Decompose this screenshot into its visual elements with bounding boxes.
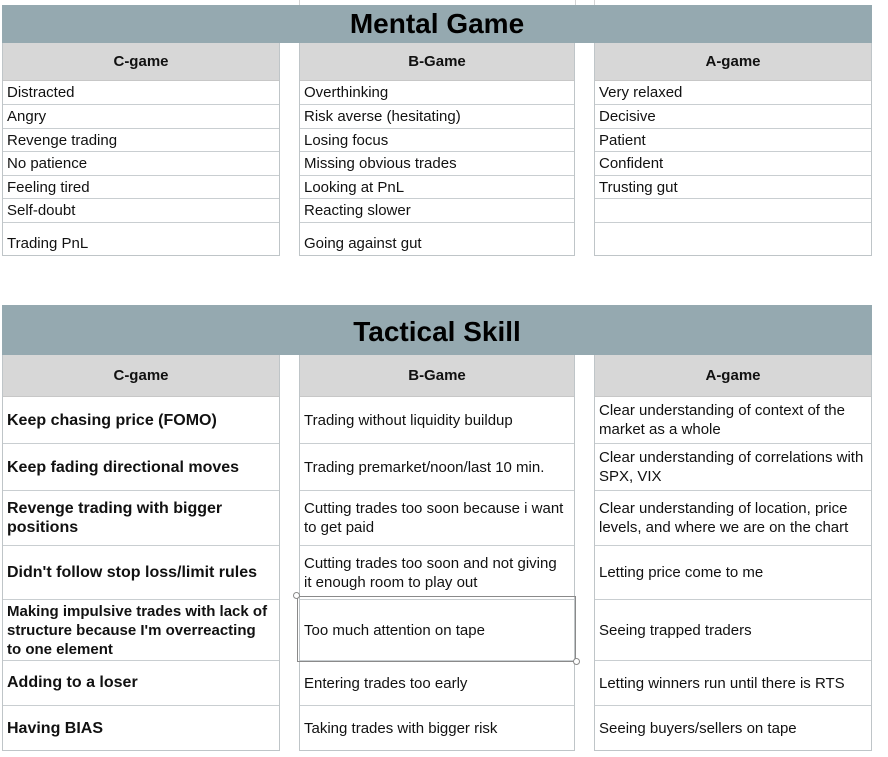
table-cell[interactable]: Letting winners run until there is RTS <box>595 661 871 706</box>
table-cell[interactable]: Adding to a loser <box>3 661 279 706</box>
table-cell[interactable]: Keep fading directional moves <box>3 444 279 491</box>
column-header: C-game <box>3 355 279 397</box>
table-cell[interactable]: Taking trades with bigger risk <box>304 719 498 737</box>
table-cell[interactable]: Decisive <box>595 105 871 129</box>
table-cell[interactable]: Self-doubt <box>3 199 279 223</box>
table-cell[interactable]: Didn't follow stop loss/limit rules <box>3 546 279 600</box>
table-cell[interactable]: Cutting trades too soon and not giving it enough room to play out <box>300 546 574 600</box>
mental-game-a-game-column <box>594 43 872 256</box>
table-cell[interactable]: Revenge trading <box>3 129 279 152</box>
column-header: B-Game <box>300 355 574 397</box>
table-cell[interactable]: Making impulsive trades with lack of structure because I'm overreacting to one element <box>3 600 279 661</box>
table-cell[interactable]: Seeing buyers/sellers on tape <box>599 719 797 737</box>
table-cell[interactable]: Losing focus <box>300 129 574 152</box>
table-cell[interactable]: Clear understanding of correlations with SPX, VIX <box>595 444 871 491</box>
table-cell[interactable]: Patient <box>595 129 871 152</box>
table-cell[interactable]: Entering trades too early <box>300 661 574 706</box>
column-header: B-Game <box>300 43 574 81</box>
table-cell[interactable]: Letting price come to me <box>595 546 871 600</box>
selection-resize-handle[interactable] <box>293 592 300 599</box>
section-title-mental-game: Mental Game <box>2 5 872 43</box>
table-cell[interactable]: Trading premarket/noon/last 10 min. <box>300 444 574 491</box>
table-cell[interactable]: Trusting gut <box>595 176 871 199</box>
column-header: A-game <box>595 43 871 81</box>
cell-selection-frame[interactable] <box>297 596 576 662</box>
table-cell[interactable]: Clear understanding of location, price levels, and where we are on the chart <box>595 491 871 546</box>
table-cell[interactable]: Trading without liquidity buildup <box>300 397 574 444</box>
tactical-skill-b-game-column <box>299 355 575 751</box>
tactical-skill-c-game-column <box>2 355 280 751</box>
table-cell[interactable]: Very relaxed <box>595 81 871 105</box>
mental-game-c-game-column <box>2 43 280 256</box>
table-cell[interactable]: Confident <box>595 152 871 176</box>
table-cell[interactable]: Overthinking <box>300 81 574 105</box>
table-cell[interactable]: Angry <box>3 105 279 129</box>
table-cell[interactable]: Revenge trading with bigger positions <box>3 491 279 546</box>
column-header: A-game <box>595 355 871 397</box>
table-cell[interactable]: Having BIAS <box>7 719 104 737</box>
table-cell[interactable]: Risk averse (hesitating) <box>300 105 574 129</box>
table-cell[interactable]: Keep chasing price (FOMO) <box>3 397 279 444</box>
table-cell[interactable]: No patience <box>3 152 279 176</box>
selection-resize-handle[interactable] <box>573 658 580 665</box>
table-cell[interactable]: Cutting trades too soon because i want to get paid <box>300 491 574 546</box>
table-cell[interactable]: Feeling tired <box>3 176 279 199</box>
table-cell[interactable]: Missing obvious trades <box>300 152 574 176</box>
table-cell[interactable] <box>595 223 871 255</box>
table-cell[interactable]: Seeing trapped traders <box>595 600 871 661</box>
table-cell[interactable]: Trading PnL <box>7 235 89 252</box>
table-cell[interactable] <box>595 199 871 223</box>
table-cell[interactable]: Reacting slower <box>300 199 574 223</box>
column-header: C-game <box>3 43 279 81</box>
table-cell[interactable]: Going against gut <box>304 235 422 252</box>
table-cell[interactable]: Distracted <box>3 81 279 105</box>
section-title-tactical-skill: Tactical Skill <box>2 305 872 355</box>
mental-game-b-game-column <box>299 43 575 256</box>
tactical-skill-a-game-column <box>594 355 872 751</box>
table-cell[interactable]: Looking at PnL <box>300 176 574 199</box>
table-cell[interactable]: Too much attention on tape <box>300 600 574 661</box>
table-cell[interactable]: Clear understanding of context of the market as a whole <box>595 397 871 444</box>
